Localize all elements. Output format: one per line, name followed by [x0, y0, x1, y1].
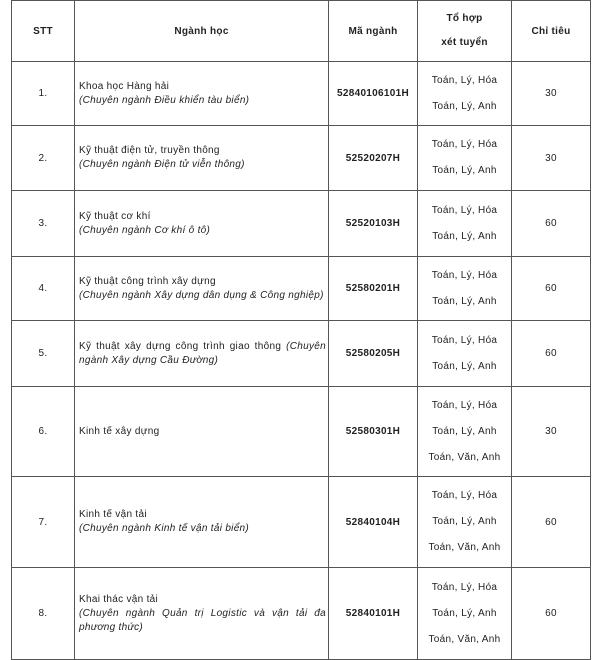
- row-quota: 30: [512, 387, 591, 477]
- combo-item: Toán, Lý, Anh: [432, 230, 497, 242]
- major-name: Kỹ thuật xây dựng công trình giao thông: [79, 340, 282, 352]
- row-stt: 8.: [12, 568, 75, 660]
- row-quota: 60: [512, 477, 591, 568]
- row-stt: 6.: [12, 387, 75, 477]
- header-major: Ngành học: [75, 1, 329, 62]
- header-combo-line1: Tổ hợp: [446, 13, 483, 24]
- row-major: [75, 387, 329, 477]
- row-code: 52580205H: [329, 321, 418, 387]
- combo-item: Toán, Lý, Hóa: [431, 399, 498, 411]
- major-name: Kinh tế vận tải: [79, 509, 147, 520]
- row-quota: 60: [512, 321, 591, 387]
- row-stt: 7.: [12, 477, 75, 568]
- row-quota: 30: [512, 126, 591, 191]
- table-row: [12, 62, 591, 126]
- combo-item: Toán, Lý, Hóa: [431, 139, 498, 150]
- table-row: [12, 126, 591, 191]
- admissions-table: [11, 0, 591, 660]
- row-combos: [418, 321, 512, 387]
- row-code: 52520103H: [329, 191, 418, 257]
- row-major: [75, 62, 329, 126]
- combo-item: Toán, Lý, Hóa: [431, 204, 498, 216]
- table-row: [12, 387, 591, 477]
- major-name: Khai thác vận tải: [79, 593, 159, 605]
- major-name: Kỹ thuật điện tử, truyền thông: [79, 145, 220, 156]
- row-stt: 3.: [12, 191, 75, 257]
- row-major: [75, 477, 329, 568]
- table-row: [12, 191, 591, 257]
- row-code: 52840101H: [329, 568, 418, 660]
- major-name: Kinh tế xây dựng: [79, 425, 160, 437]
- major-name-joined: [79, 340, 326, 368]
- combo-item: Toán, Lý, Anh: [432, 295, 497, 307]
- header-combo: [418, 1, 512, 62]
- combo-item: Toán, Văn, Anh: [428, 542, 501, 553]
- row-combos: [418, 477, 512, 568]
- row-stt: 4.: [12, 257, 75, 321]
- major-specialization: (Chuyên ngành Kinh tế vận tải biển): [79, 523, 250, 534]
- table-row: [12, 477, 591, 568]
- row-code: 52520207H: [329, 126, 418, 191]
- combo-item: Toán, Lý, Hóa: [431, 269, 498, 281]
- row-quota: 60: [512, 257, 591, 321]
- table-row: [12, 321, 591, 387]
- row-quota: 30: [512, 62, 591, 126]
- row-combos: [418, 126, 512, 191]
- row-code: 52580301H: [329, 387, 418, 477]
- combo-item: Toán, Lý, Anh: [432, 165, 497, 176]
- combo-item: Toán, Lý, Anh: [432, 607, 497, 619]
- major-specialization: (Chuyên ngành Cơ khí ô tô): [79, 224, 211, 236]
- header-quota: Chỉ tiêu: [512, 1, 591, 62]
- row-code: 52840104H: [329, 477, 418, 568]
- row-major: [75, 191, 329, 257]
- combo-item: Toán, Lý, Hóa: [431, 334, 498, 346]
- row-combos: [418, 568, 512, 660]
- row-major: [75, 321, 329, 387]
- header-code: Mã ngành: [329, 1, 418, 62]
- major-specialization: (Chuyên ngành Điện tử viễn thông): [79, 159, 245, 170]
- row-major: [75, 257, 329, 321]
- row-quota: 60: [512, 191, 591, 257]
- row-combos: [418, 62, 512, 126]
- major-name: Khoa học Hàng hải: [79, 80, 170, 92]
- major-name: Kỹ thuật cơ khí: [79, 210, 151, 222]
- major-name: Kỹ thuật công trình xây dựng: [79, 275, 216, 287]
- combo-item: Toán, Văn, Anh: [428, 451, 501, 463]
- table-row: [12, 257, 591, 321]
- row-combos: [418, 387, 512, 477]
- combo-item: Toán, Lý, Hóa: [431, 581, 498, 593]
- row-combos: [418, 257, 512, 321]
- major-specialization: (Chuyên ngành Quản trị Logistic và vận tải đa phương thức): [79, 607, 326, 633]
- header-row: [12, 1, 591, 62]
- table-row: [12, 568, 591, 660]
- row-major: [75, 126, 329, 191]
- combo-item: Toán, Văn, Anh: [428, 633, 501, 645]
- row-code: 52840106101H: [329, 62, 418, 126]
- combo-item: Toán, Lý, Anh: [432, 360, 497, 372]
- row-code: 52580201H: [329, 257, 418, 321]
- combo-item: Toán, Lý, Anh: [432, 516, 497, 527]
- row-combos: [418, 191, 512, 257]
- header-stt: STT: [12, 1, 75, 62]
- major-specialization: (Chuyên ngành Điều khiển tàu biển): [79, 94, 250, 106]
- row-stt: 5.: [12, 321, 75, 387]
- major-specialization: (Chuyên ngành Xây dựng Cầu Đường): [79, 340, 326, 366]
- row-stt: 2.: [12, 126, 75, 191]
- row-stt: 1.: [12, 62, 75, 126]
- combo-item: Toán, Lý, Hóa: [431, 490, 498, 501]
- header-combo-line2: xét tuyển: [441, 37, 488, 48]
- combo-item: Toán, Lý, Anh: [432, 100, 497, 112]
- combo-item: Toán, Lý, Hóa: [431, 74, 498, 86]
- row-major: [75, 568, 329, 660]
- combo-item: Toán, Lý, Anh: [432, 425, 497, 437]
- row-quota: 60: [512, 568, 591, 660]
- major-specialization: (Chuyên ngành Xây dựng dân dụng & Công nghiệp): [79, 289, 324, 301]
